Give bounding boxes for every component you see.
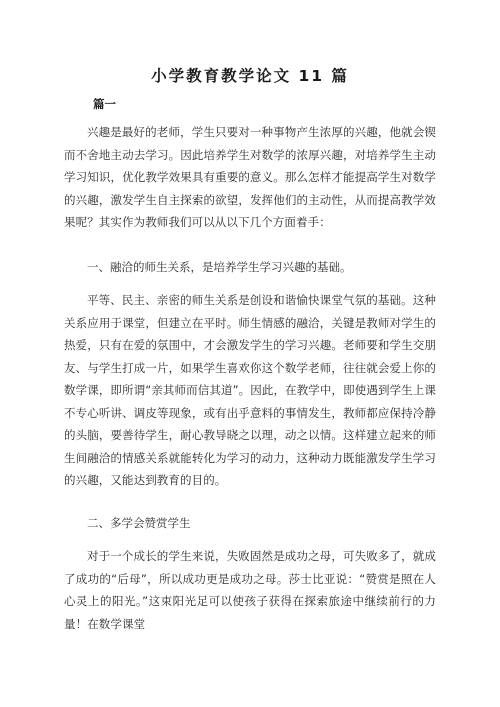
section-heading: 二、多学会赞赏学生 (87, 516, 191, 530)
paragraph: 平等、民主、亲密的师生关系是创设和谐愉快课堂气氛的基础。这种关系应用于课堂，但建立在平时。师生情感的融洽，关键是教师对学生的热爱，只有在爱的氛围中，才会激发学生的学习兴趣。老师要和学生交朋友、与学生打成一片，如果学生喜欢你这个数学老师，往往就会爱上你的数学课，即所谓“亲其师而信其道”。因此，在教学中，即使遇到学生上课不专心听讲、调皮等现象，或有出乎意料的事情发生，教师都应保持冷静的头脑，要善待学生，耐心教导晓之以理，动之以情。这样建立起来的师生间融洽的情感关系就能转化为学习的动力，这种动力既能激发学生学习的兴趣，又能达到教育的目的。 (64, 293, 436, 487)
paragraph: 兴趣是最好的老师，学生只要对一种事物产生浓厚的兴趣，他就会锲而不舍地主动去学习。因此培养学生对数学的浓厚兴趣，对培养学生主动学习知识，优化教学效果具有重要的意义。那么怎样才能提高学生对数学的兴趣，激发学生自主探索的欲望，发挥他们的主动性，从而提高教学效果呢？其实作为教师我们可以从以下几个方面着手： (64, 125, 436, 229)
document-title: 小学教育教学论文 11 篇 (151, 67, 349, 85)
section-heading: 一、融洽的师生关系，是培养学生学习兴趣的基础。 (87, 260, 352, 274)
chapter-label: 篇一 (93, 97, 116, 111)
paragraph: 对于一个成长的学生来说，失败固然是成功之母，可失败多了，就成了成功的“后母”，所以成功更是成功之母。莎士比亚说：“赞赏是照在人心灵上的阳光。”这束阳光足可以使孩子获得在探索旅途中继续前行的力量！在数学课堂 (64, 549, 436, 631)
